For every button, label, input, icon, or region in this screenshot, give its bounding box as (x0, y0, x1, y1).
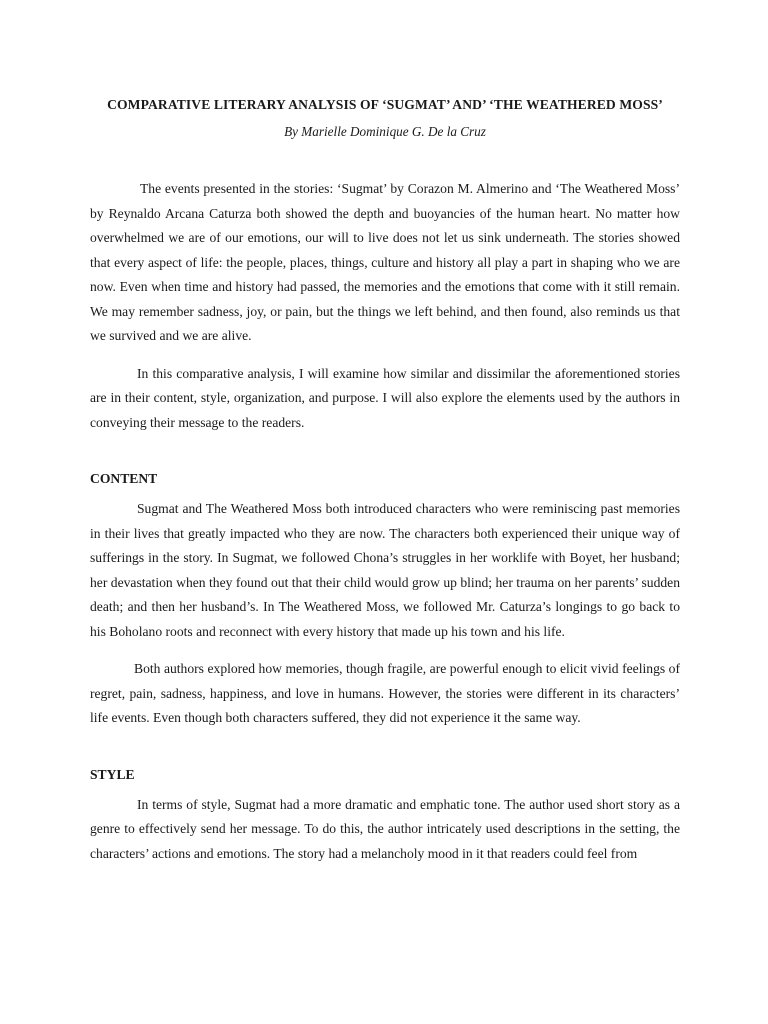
intro-paragraph-1: The events presented in the stories: ‘Sugmat’ by Corazon M. Almerino and ‘The Weathered Moss’ by Reynaldo Arcana Caturza both showed the depth and buoyancies of the human heart. No matter how overwhelmed we are of our emotions, our will to live does not let us sink underneath. The stories showed that every aspect of life: the people, places, things, culture and history all play a part in shaping who we are now. Even when time and history had passed, the memories and the emotions that come with it still remain. We may remember sadness, joy, or pain, but the things we left behind, and then found, also reminds us that we survived and we are alive. (90, 181, 680, 343)
content-paragraph-1: Sugmat and The Weathered Moss both introduced characters who were reminiscing past memories in their lives that greatly impacted who they are now. The characters both experienced their unique way of sufferings in the story. In Sugmat, we followed Chona’s struggles in her worklife with Boyet, her husband; her devastation when they found out that their child would grow up blind; her trauma on her parents’ sudden death; and then her husband’s. In The Weathered Moss, we followed Mr. Caturza’s longings to go back to his Boholano roots and reconnect with every history that made up his town and his life. (90, 501, 680, 639)
style-paragraph-1: In terms of style, Sugmat had a more dramatic and emphatic tone. The author used short story as a genre to effectively send her message. To do this, the author intricately used descriptions in the setting, the characters’ actions and emotions. The story had a melancholy mood in it that readers could feel from (90, 796, 680, 861)
section-heading-style: STYLE (90, 766, 135, 782)
content-paragraph-2: Both authors explored how memories, though fragile, are powerful enough to elicit vivid feelings of regret, pain, sadness, happiness, and love in humans. However, the stories were different in its characters’ life events. Even though both characters suffered, they did not experience it the same way. (90, 661, 680, 725)
author-byline: By Marielle Dominique G. De la Cruz (284, 124, 486, 139)
intro-paragraph-2: In this comparative analysis, I will examine how similar and dissimilar the aforementioned stories are in their content, style, organization, and purpose. I will also explore the elements used by the authors in conveying their message to the readers. (90, 365, 680, 430)
section-heading-content: CONTENT (90, 471, 158, 486)
document-title: COMPARATIVE LITERARY ANALYSIS OF ‘SUGMAT’ AND’ ‘THE WEATHERED MOSS’ (107, 97, 663, 112)
